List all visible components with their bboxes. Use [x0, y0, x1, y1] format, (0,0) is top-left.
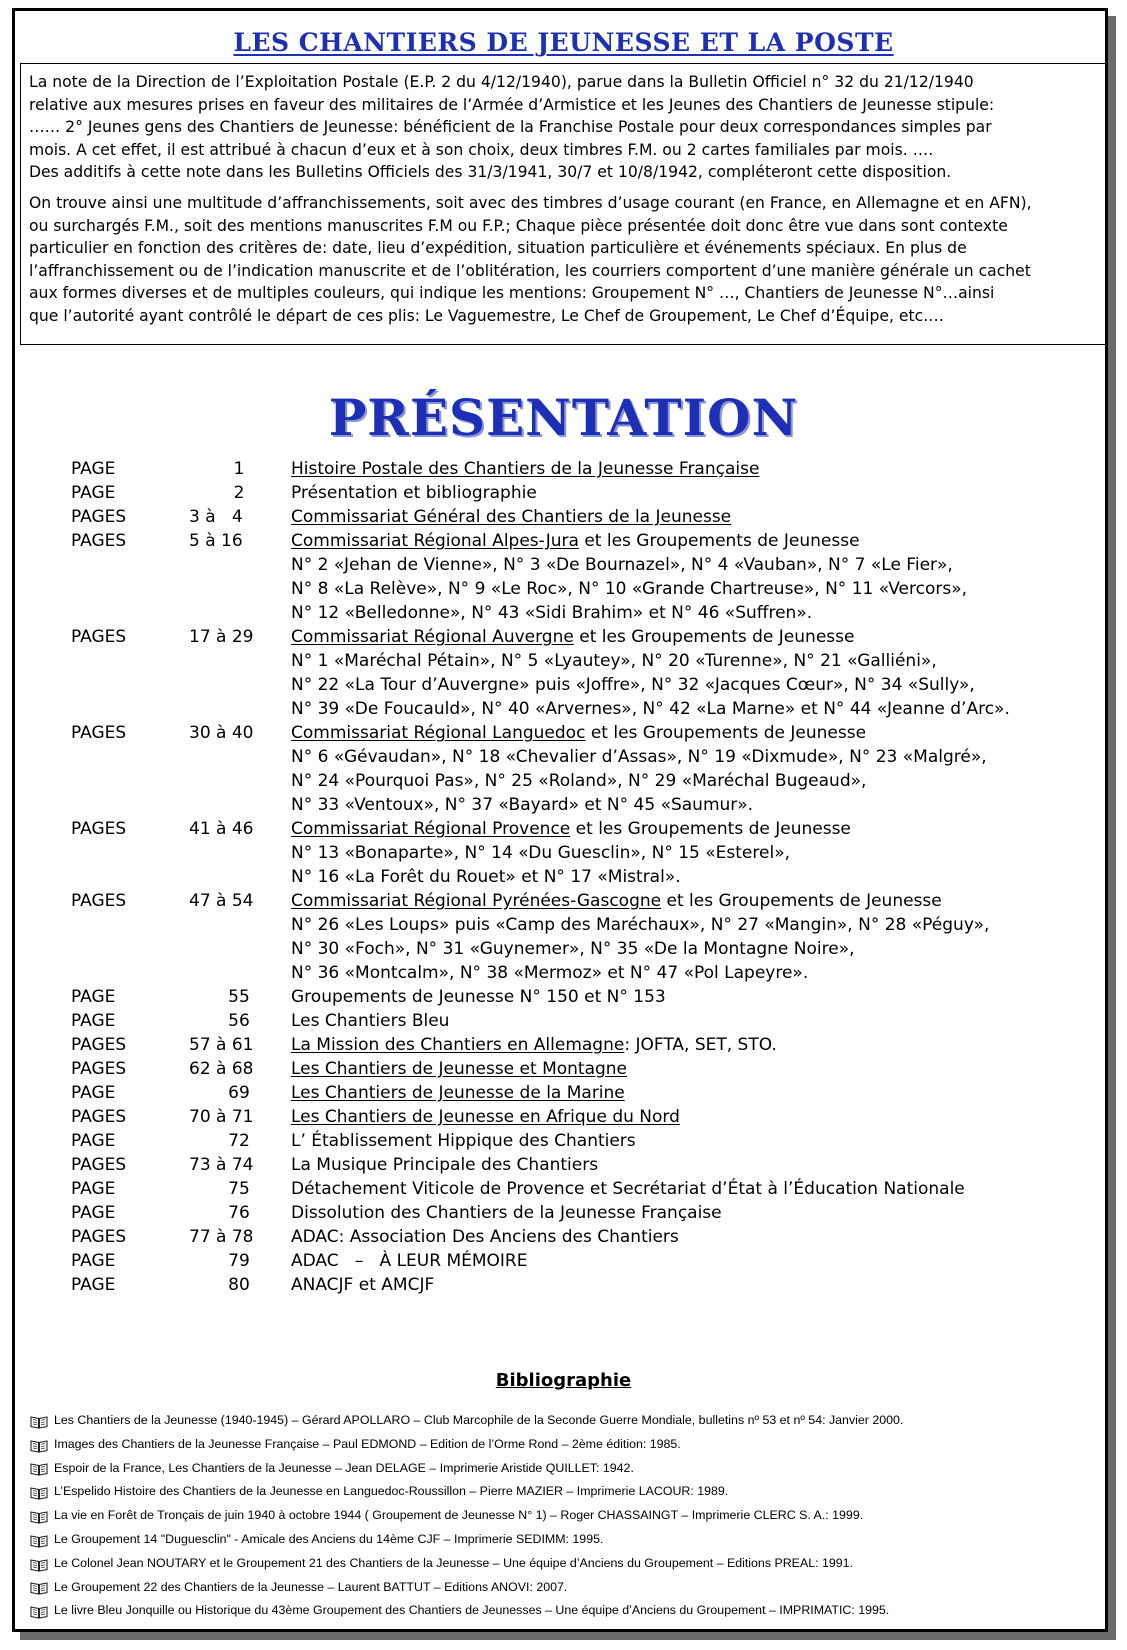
toc-row-label: PAGE	[71, 1251, 116, 1271]
toc-row-text: N° 39 «De Foucauld», N° 40 «Arvernes», N° 42 «La Marne» et N° 44 «Jeanne d’Arc».	[291, 699, 1010, 719]
toc-row-label: PAGES	[71, 1107, 127, 1127]
toc-row-label: PAGE	[71, 1203, 116, 1223]
bibliography-text: Le Groupement 14 "Duguesclin" - Amicale des Anciens du 14ème CJF – Imprimerie SEDIMM: 1995.	[54, 1531, 604, 1546]
toc-row	[71, 457, 1071, 481]
toc-row	[71, 1177, 1071, 1201]
toc-row	[71, 1201, 1071, 1225]
toc-row	[71, 961, 1071, 985]
bibliography-item	[30, 1433, 1090, 1457]
toc-row-text: ADAC: Association Des Anciens des Chantiers	[291, 1227, 679, 1247]
toc-row-title	[291, 649, 937, 673]
toc-row	[71, 1153, 1071, 1177]
toc-row	[71, 1105, 1071, 1129]
toc-row	[71, 865, 1071, 889]
toc-row-pages: 17 à 29	[189, 627, 254, 647]
toc-row	[71, 529, 1071, 553]
toc-row-pages: 77 à 78	[189, 1227, 254, 1247]
toc-row-label: PAGES	[71, 891, 127, 911]
toc-row	[71, 697, 1071, 721]
toc-row-link[interactable]: Les Chantiers de Jeunesse et Montagne	[291, 1059, 628, 1079]
bibliography-text: Espoir de la France, Les Chantiers de la Jeunesse – Jean DELAGE – Imprimerie Aristide QUILLET: 1942.	[54, 1460, 634, 1475]
toc-row	[71, 745, 1071, 769]
book-icon	[30, 1509, 48, 1523]
toc-row-pages: 62 à 68	[189, 1059, 254, 1079]
toc-row-label: PAGE	[71, 1131, 116, 1151]
bibliography-heading: Bibliographie	[495, 1370, 632, 1391]
toc-row-title	[291, 841, 790, 865]
toc-row-pages: 70 à 71	[189, 1107, 254, 1127]
toc-row-text: et les Groupements de Jeunesse	[578, 531, 860, 551]
toc-row	[71, 769, 1071, 793]
toc-row-link[interactable]: Commissariat Régional Languedoc	[291, 723, 586, 743]
page-title: LES CHANTIERS DE JEUNESSE ET LA POSTE	[233, 28, 894, 57]
toc-row	[71, 1033, 1071, 1057]
toc-row-title	[291, 817, 851, 841]
note-box	[20, 63, 1106, 345]
toc-row-label: PAGE	[71, 987, 116, 1007]
toc-row	[71, 649, 1071, 673]
note-line: ou surchargés F.M., soit des mentions manuscrites F.M ou F.P.; Chaque pièce présentée doit donc être vue dans sont contexte	[29, 216, 1008, 235]
bibliography-text: Le Colonel Jean NOUTARY et le Groupement 21 des Chantiers de la Jeunesse – Une équipe d’Anciens du Groupement – Editions PREAL: 1991.	[54, 1555, 853, 1570]
toc-row-text: Détachement Viticole de Provence et Secrétariat d’État à l’Éducation Nationale	[291, 1179, 965, 1199]
toc-row-title	[291, 721, 866, 745]
toc-row-text: et les Groupements de Jeunesse	[661, 891, 942, 911]
bibliography-item	[30, 1528, 1090, 1552]
note-line: …… 2° Jeunes gens des Chantiers de Jeunesse: bénéficient de la Franchise Postale pour deux correspondances simples par	[29, 118, 992, 137]
toc-row-title	[291, 505, 731, 529]
toc-row-text: Dissolution des Chantiers de la Jeunesse Française	[291, 1203, 722, 1223]
toc-row-text: Groupements de Jeunesse N° 150 et N° 153	[291, 987, 666, 1007]
toc-row-title	[291, 697, 1010, 721]
toc-row-text: ADAC – À LEUR MÉMOIRE	[291, 1251, 528, 1271]
toc-row-title	[291, 1105, 680, 1129]
toc-row-label: PAGE	[71, 1179, 116, 1199]
toc-row-text: N° 26 «Les Loups» puis «Camp des Maréchaux», N° 27 «Mangin», N° 28 «Péguy»,	[291, 915, 990, 935]
toc-row	[71, 1081, 1071, 1105]
toc-row	[71, 1057, 1071, 1081]
toc-row-label: PAGES	[71, 1035, 127, 1055]
toc-row-title	[291, 481, 537, 505]
book-icon	[30, 1557, 48, 1571]
toc-row	[71, 1249, 1071, 1273]
toc-row-label: PAGES	[71, 507, 127, 527]
toc-row-title	[291, 553, 953, 577]
toc-row-link[interactable]: Commissariat Régional Provence	[291, 819, 571, 839]
note-line: mois. A cet effet, il est attribué à chacun d’eux et à son choix, deux timbres F.M. ou 2 cartes familiales par mois. ….	[29, 140, 934, 159]
toc-row-title	[291, 1225, 679, 1249]
toc-row	[71, 1009, 1071, 1033]
toc-row-text: N° 30 «Foch», N° 31 «Guynemer», N° 35 «De la Montagne Noire»,	[291, 939, 855, 959]
toc-row-title	[291, 1033, 777, 1057]
toc-row-title	[291, 961, 808, 985]
bibliography-item	[30, 1599, 1090, 1623]
toc-row-pages: 1	[233, 459, 245, 479]
note-line: aux formes diverses et de multiples couleurs, qui indique les mentions: Groupement N° …, Chantiers de Jeunesse N°…ainsi	[29, 284, 995, 303]
toc-row-title	[291, 1201, 722, 1225]
toc-row-text: N° 2 «Jehan de Vienne», N° 3 «De Bournazel», N° 4 «Vauban», N° 7 «Le Fier»,	[291, 555, 953, 575]
book-icon	[30, 1533, 48, 1547]
book-icon	[30, 1414, 48, 1428]
note-line: que l’autorité ayant contrôlé le départ de ces plis: Le Vaguemestre, Le Chef de Groupement, Le Chef d’Équipe, etc….	[29, 306, 944, 325]
bibliography-text: Le livre Bleu Jonquille ou Historique du 43ème Groupement des Chantiers de Jeunesses – Une équipe d’Anciens du Groupement – IMPRIMATIC: 1995.	[54, 1603, 890, 1618]
toc-row-title	[291, 1153, 598, 1177]
note-line: Des additifs à cette note dans les Bulletins Officiels des 31/3/1941, 30/7 et 10/8/1942, compléteront cette disposition.	[29, 163, 952, 182]
toc-row-pages: 72	[228, 1131, 250, 1151]
toc-row-pages: 75	[228, 1179, 250, 1199]
toc-row-title	[291, 985, 666, 1009]
toc-row	[71, 505, 1071, 529]
toc-row-label: PAGE	[71, 1275, 116, 1295]
bibliography-text: L’Espelido Histoire des Chantiers de la Jeunesse en Languedoc-Roussillon – Pierre MAZIER – Imprimerie LACOUR: 1989.	[54, 1484, 729, 1499]
toc-row-label: PAGE	[71, 1011, 116, 1031]
toc-row-pages: 56	[228, 1011, 250, 1031]
toc-row-label: PAGES	[71, 531, 127, 551]
book-icon	[30, 1604, 48, 1618]
note-paragraph-2	[29, 192, 1097, 328]
bibliography-list	[30, 1409, 1090, 1623]
toc-row-pages: 57 à 61	[189, 1035, 254, 1055]
toc-row-link[interactable]: Les Chantiers de Jeunesse en Afrique du Nord	[291, 1107, 680, 1127]
toc-row-link[interactable]: Les Chantiers de Jeunesse de la Marine	[291, 1083, 625, 1103]
toc-row-label: PAGE	[71, 1083, 116, 1103]
toc-row-text: N° 6 «Gévaudan», N° 18 «Chevalier d’Assas», N° 19 «Dixmude», N° 23 «Malgré»,	[291, 747, 987, 767]
toc-row-pages: 30 à 40	[189, 723, 254, 743]
toc-row-pages: 79	[228, 1251, 250, 1271]
book-icon	[30, 1438, 48, 1452]
toc-row-text: N° 36 «Montcalm», N° 38 «Mermoz» et N° 47 «Pol Lapeyre».	[291, 963, 809, 983]
toc-row-text: N° 12 «Belledonne», N° 43 «Sidi Brahim» et N° 46 «Suffren».	[291, 603, 813, 623]
toc-row-pages: 73 à 74	[189, 1155, 254, 1175]
toc-row-label: PAGE	[71, 459, 116, 479]
toc-row-link[interactable]: Histoire Postale des Chantiers de la Jeunesse Française	[291, 459, 760, 479]
toc-row-title	[291, 937, 855, 961]
toc-row-text: : JOFTA, SET, STO.	[624, 1035, 777, 1055]
toc-row-label: PAGES	[71, 1059, 127, 1079]
toc-row-label: PAGES	[71, 1155, 127, 1175]
toc-row-link[interactable]: Commissariat Régional Alpes-Jura	[291, 531, 579, 551]
toc-row-pages: 80	[228, 1275, 250, 1295]
note-line: particulier en fonction des critères de: date, lieu d’expédition, situation particulière et événements spéciaux. En plus de	[29, 239, 967, 258]
toc-row-title	[291, 529, 860, 553]
toc-row-text: N° 24 «Pourquoi Pas», N° 25 «Roland», N° 29 «Maréchal Bugeaud»,	[291, 771, 867, 791]
toc-row	[71, 673, 1071, 697]
toc-row-label: PAGES	[71, 627, 127, 647]
toc-row-text: N° 1 «Maréchal Pétain», N° 5 «Lyautey», N° 20 «Turenne», N° 21 «Galliéni»,	[291, 651, 937, 671]
bibliography-text: Images des Chantiers de la Jeunesse Française – Paul EDMOND – Edition de l’Orme Rond – 2ème édition: 1985.	[54, 1436, 681, 1451]
bibliography-text: Le Groupement 22 des Chantiers de la Jeunesse – Laurent BATTUT – Editions ANOVI: 2007.	[54, 1579, 568, 1594]
toc-row-pages: 55	[228, 987, 250, 1007]
presentation-heading: PRÉSENTATION	[328, 388, 799, 447]
toc-row-pages: 3 à 4	[189, 507, 243, 527]
toc-row-title	[291, 745, 987, 769]
book-icon	[30, 1580, 48, 1594]
toc-row-pages: 41 à 46	[189, 819, 254, 839]
toc-row-title	[291, 1273, 434, 1297]
toc-row	[71, 913, 1071, 937]
toc-row	[71, 481, 1071, 505]
toc-row	[71, 793, 1071, 817]
bibliography-text: La vie en Forêt de Tronçais de juin 1940 à octobre 1944 ( Groupement de Jeunesse N° 1) – Roger CHASSAINGT – Imprimerie CLERC S. A.: 1999.	[54, 1508, 864, 1523]
toc-row	[71, 817, 1071, 841]
bibliography-text: Les Chantiers de la Jeunesse (1940-1945) – Gérard APOLLARO – Club Marcophile de la Seconde Guerre Mondiale, bulletins nº 53 et nº 54: Janvier 2000.	[54, 1413, 904, 1427]
toc-row-text: ANACJF et AMCJF	[291, 1275, 435, 1295]
toc-row-text: Présentation et bibliographie	[291, 483, 537, 503]
toc-row-title	[291, 1009, 449, 1033]
toc-row-title	[291, 793, 753, 817]
toc-row	[71, 1273, 1071, 1297]
toc-row-text: L’ Établissement Hippique des Chantiers	[291, 1131, 636, 1151]
toc-row	[71, 1225, 1071, 1249]
toc-row-label: PAGES	[71, 819, 127, 839]
toc-row-text: N° 13 «Bonaparte», N° 14 «Du Guesclin», N° 15 «Esterel»,	[291, 843, 790, 863]
toc-row-text: et les Groupements de Jeunesse	[570, 819, 851, 839]
toc-row	[71, 841, 1071, 865]
toc-row	[71, 721, 1071, 745]
note-line: relative aux mesures prises en faveur des militaires de l’Armée d’Armistice et les Jeunes des Chantiers de Jeunesse stipule:	[29, 95, 995, 114]
toc-row-pages: 76	[228, 1203, 250, 1223]
toc-row-pages: 69	[228, 1083, 250, 1103]
toc-row-text: N° 8 «La Relève», N° 9 «Le Roc», N° 10 «Grande Chartreuse», N° 11 «Vercors»,	[291, 579, 967, 599]
toc-row-title	[291, 625, 854, 649]
toc-row-title	[291, 1129, 636, 1153]
bibliography-item	[30, 1552, 1090, 1576]
toc-row-label: PAGES	[71, 723, 127, 743]
note-line: On trouve ainsi une multitude d’affranchissements, soit avec des timbres d’usage courant (en France, en Allemagne et en AFN),	[29, 193, 1032, 212]
toc-row-title	[291, 769, 866, 793]
toc-row	[71, 553, 1071, 577]
toc-row-link[interactable]: Commissariat Général des Chantiers de la Jeunesse	[291, 507, 732, 527]
table-of-contents	[71, 457, 1071, 1297]
toc-row	[71, 1129, 1071, 1153]
bibliography-item	[30, 1576, 1090, 1600]
toc-row-text: N° 16 «La Forêt du Rouet» et N° 17 «Mistral».	[291, 867, 681, 887]
toc-row	[71, 625, 1071, 649]
toc-row-title	[291, 673, 975, 697]
toc-row-title	[291, 1177, 965, 1201]
toc-row-pages: 2	[233, 483, 245, 503]
toc-row-text: N° 22 «La Tour d’Auvergne» puis «Joffre», N° 32 «Jacques Cœur», N° 34 «Sully»,	[291, 675, 975, 695]
bibliography-item	[30, 1504, 1090, 1528]
bibliography-item	[30, 1457, 1090, 1481]
toc-row-link[interactable]: La Mission des Chantiers en Allemagne	[291, 1035, 625, 1055]
toc-row-label: PAGE	[71, 483, 116, 503]
note-line: l’affranchissement ou de l’indication manuscrite et de l’oblitération, les courriers comportent d’une manière générale un cachet	[29, 261, 1031, 280]
toc-row	[71, 577, 1071, 601]
book-icon	[30, 1485, 48, 1499]
toc-row-title	[291, 1057, 627, 1081]
toc-row-title	[291, 1249, 527, 1273]
toc-row	[71, 601, 1071, 625]
toc-row-text: et les Groupements de Jeunesse	[573, 627, 855, 647]
toc-row-title	[291, 577, 967, 601]
toc-row-link[interactable]: Commissariat Régional Pyrénées-Gascogne	[291, 891, 662, 911]
toc-row-pages: 47 à 54	[189, 891, 254, 911]
toc-row-title	[291, 889, 942, 913]
toc-row	[71, 985, 1071, 1009]
toc-row-link[interactable]: Commissariat Régional Auvergne	[291, 627, 574, 647]
note-paragraph-1	[29, 71, 1097, 184]
toc-row-text: N° 33 «Ventoux», N° 37 «Bayard» et N° 45 «Saumur».	[291, 795, 754, 815]
toc-row-pages: 5 à 16	[189, 531, 243, 551]
toc-row-title	[291, 865, 681, 889]
toc-row	[71, 889, 1071, 913]
note-line: La note de la Direction de l’Exploitation Postale (E.P. 2 du 4/12/1940), parue dans la Bulletin Officiel n° 32 du 21/12/1940	[29, 73, 974, 91]
book-icon	[30, 1461, 48, 1475]
toc-row-text: et les Groupements de Jeunesse	[585, 723, 867, 743]
toc-row-title	[291, 601, 812, 625]
bibliography-item	[30, 1409, 1090, 1433]
toc-row-title	[291, 1081, 625, 1105]
toc-row-text: La Musique Principale des Chantiers	[291, 1155, 599, 1175]
bibliography-item	[30, 1480, 1090, 1504]
toc-row-title	[291, 457, 759, 481]
toc-row-text: Les Chantiers Bleu	[291, 1011, 450, 1031]
toc-row-label: PAGES	[71, 1227, 127, 1247]
toc-row	[71, 937, 1071, 961]
toc-row-title	[291, 913, 989, 937]
